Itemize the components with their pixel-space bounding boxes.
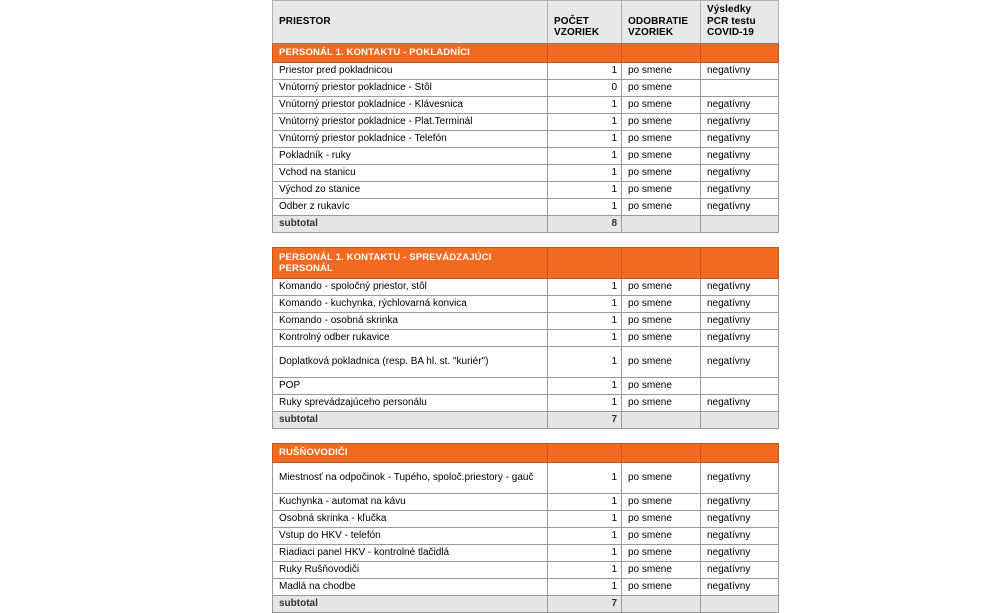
- cell-odobratie-vzoriek: po smene: [622, 544, 701, 561]
- cell-priestor: Doplatková pokladnica (resp. BA hl. st. "kuriér"): [273, 346, 548, 377]
- cell-odobratie-vzoriek: po smene: [622, 295, 701, 312]
- table-row[interactable]: [273, 329, 779, 346]
- table-header-row: [273, 1, 779, 44]
- cell-pocet-vzoriek: 1: [548, 394, 622, 411]
- cell-vysledky-pcr: [701, 377, 779, 394]
- subtotal-empty-odber: [622, 595, 701, 612]
- cell-odobratie-vzoriek: po smene: [622, 130, 701, 147]
- cell-pocet-vzoriek: 1: [548, 527, 622, 544]
- cell-vysledky-pcr: negatívny: [701, 198, 779, 215]
- sampling-results-table: [272, 0, 779, 613]
- table-row[interactable]: [273, 130, 779, 147]
- cell-priestor: Ruky Rušňovodiči: [273, 561, 548, 578]
- cell-vysledky-pcr: negatívny: [701, 130, 779, 147]
- section-band-filler: [548, 43, 622, 62]
- cell-odobratie-vzoriek: po smene: [622, 578, 701, 595]
- cell-pocet-vzoriek: 1: [548, 561, 622, 578]
- cell-priestor: POP: [273, 377, 548, 394]
- cell-pocet-vzoriek: 1: [548, 346, 622, 377]
- cell-pocet-vzoriek: 1: [548, 198, 622, 215]
- table-row[interactable]: [273, 527, 779, 544]
- subtotal-empty-vysledky: [701, 411, 779, 428]
- table-row[interactable]: [273, 96, 779, 113]
- spreadsheet-sheet: [272, 0, 778, 613]
- section-band-filler: [622, 247, 701, 278]
- cell-vysledky-pcr: negatívny: [701, 578, 779, 595]
- section-title: PERSONÁL 1. KONTAKTU - POKLADNÍCI: [273, 43, 548, 62]
- cell-pocet-vzoriek: 1: [548, 329, 622, 346]
- cell-priestor: Komando - spoločný priestor, stôl: [273, 278, 548, 295]
- section-title: PERSONÁL 1. KONTAKTU - SPREVÁDZAJÚCI PERSONÁL: [273, 247, 548, 278]
- table-row[interactable]: [273, 561, 779, 578]
- cell-pocet-vzoriek: 1: [548, 62, 622, 79]
- cell-vysledky-pcr: negatívny: [701, 544, 779, 561]
- cell-priestor: Ruky sprevádzajúceho personálu: [273, 394, 548, 411]
- table-row[interactable]: [273, 544, 779, 561]
- cell-vysledky-pcr: negatívny: [701, 462, 779, 493]
- cell-pocet-vzoriek: 1: [548, 312, 622, 329]
- section-spacer: [273, 232, 779, 247]
- cell-vysledky-pcr: negatívny: [701, 295, 779, 312]
- table-row[interactable]: [273, 295, 779, 312]
- cell-vysledky-pcr: negatívny: [701, 493, 779, 510]
- spacer-cell: [548, 428, 622, 443]
- cell-odobratie-vzoriek: po smene: [622, 377, 701, 394]
- cell-odobratie-vzoriek: po smene: [622, 278, 701, 295]
- cell-odobratie-vzoriek: po smene: [622, 462, 701, 493]
- subtotal-label: subtotal: [273, 411, 548, 428]
- subtotal-value: 7: [548, 595, 622, 612]
- section-band-filler: [701, 247, 779, 278]
- cell-vysledky-pcr: negatívny: [701, 527, 779, 544]
- section-band-filler: [622, 43, 701, 62]
- cell-pocet-vzoriek: 1: [548, 377, 622, 394]
- subtotal-value: 7: [548, 411, 622, 428]
- cell-vysledky-pcr: negatívny: [701, 346, 779, 377]
- table-row[interactable]: [273, 394, 779, 411]
- cell-priestor: Osobná skrinka - kľučka: [273, 510, 548, 527]
- table-row[interactable]: [273, 462, 779, 493]
- cell-odobratie-vzoriek: po smene: [622, 329, 701, 346]
- cell-vysledky-pcr: negatívny: [701, 394, 779, 411]
- spacer-cell: [701, 232, 779, 247]
- cell-priestor: Priestor pred pokladnicou: [273, 62, 548, 79]
- table-row[interactable]: [273, 62, 779, 79]
- cell-odobratie-vzoriek: po smene: [622, 561, 701, 578]
- spacer-cell: [701, 428, 779, 443]
- cell-vysledky-pcr: negatívny: [701, 147, 779, 164]
- cell-pocet-vzoriek: 1: [548, 510, 622, 527]
- cell-pocet-vzoriek: 1: [548, 295, 622, 312]
- cell-odobratie-vzoriek: po smene: [622, 346, 701, 377]
- cell-odobratie-vzoriek: po smene: [622, 527, 701, 544]
- column-header-pocet: POČET VZORIEK: [548, 1, 622, 44]
- subtotal-label: subtotal: [273, 215, 548, 232]
- cell-priestor: Vnútorný priestor pokladnice - Klávesnica: [273, 96, 548, 113]
- cell-vysledky-pcr: negatívny: [701, 181, 779, 198]
- cell-pocet-vzoriek: 1: [548, 181, 622, 198]
- cell-pocet-vzoriek: 1: [548, 147, 622, 164]
- table-row[interactable]: [273, 79, 779, 96]
- subtotal-empty-vysledky: [701, 595, 779, 612]
- table-row[interactable]: [273, 164, 779, 181]
- section-title: RUŠŇOVODIČI: [273, 443, 548, 462]
- cell-pocet-vzoriek: 1: [548, 578, 622, 595]
- subtotal-label: subtotal: [273, 595, 548, 612]
- section-band-filler: [622, 443, 701, 462]
- cell-vysledky-pcr: [701, 79, 779, 96]
- cell-odobratie-vzoriek: po smene: [622, 96, 701, 113]
- table-row[interactable]: [273, 377, 779, 394]
- subtotal-empty-odber: [622, 215, 701, 232]
- spacer-cell: [273, 232, 548, 247]
- section-band-filler: [701, 43, 779, 62]
- subtotal-row: [273, 411, 779, 428]
- table-row[interactable]: [273, 312, 779, 329]
- table-row[interactable]: [273, 147, 779, 164]
- table-row[interactable]: [273, 278, 779, 295]
- column-header-priestor: PRIESTOR: [273, 1, 548, 44]
- cell-vysledky-pcr: negatívny: [701, 164, 779, 181]
- section-header-row: [273, 43, 779, 62]
- cell-priestor: Odber z rukavíc: [273, 198, 548, 215]
- cell-priestor: Východ zo stanice: [273, 181, 548, 198]
- cell-priestor: Miestnosť na odpočinok - Tupého, spoloč.priestory - gauč: [273, 462, 548, 493]
- subtotal-value: 8: [548, 215, 622, 232]
- cell-priestor: Riadiaci panel HKV - kontrolné tlačidlá: [273, 544, 548, 561]
- table-row[interactable]: [273, 578, 779, 595]
- cell-odobratie-vzoriek: po smene: [622, 394, 701, 411]
- cell-vysledky-pcr: negatívny: [701, 510, 779, 527]
- cell-vysledky-pcr: negatívny: [701, 278, 779, 295]
- cell-pocet-vzoriek: 1: [548, 96, 622, 113]
- subtotal-empty-vysledky: [701, 215, 779, 232]
- cell-vysledky-pcr: negatívny: [701, 329, 779, 346]
- cell-pocet-vzoriek: 1: [548, 493, 622, 510]
- cell-pocet-vzoriek: 0: [548, 79, 622, 96]
- cell-priestor: Vnútorný priestor pokladnice - Plat.Terminál: [273, 113, 548, 130]
- subtotal-empty-odber: [622, 411, 701, 428]
- cell-vysledky-pcr: negatívny: [701, 561, 779, 578]
- cell-vysledky-pcr: negatívny: [701, 62, 779, 79]
- cell-odobratie-vzoriek: po smene: [622, 164, 701, 181]
- cell-odobratie-vzoriek: po smene: [622, 312, 701, 329]
- cell-priestor: Pokladník - ruky: [273, 147, 548, 164]
- cell-pocet-vzoriek: 1: [548, 278, 622, 295]
- section-header-row: [273, 443, 779, 462]
- cell-pocet-vzoriek: 1: [548, 164, 622, 181]
- cell-priestor: Vchod na stanicu: [273, 164, 548, 181]
- cell-odobratie-vzoriek: po smene: [622, 113, 701, 130]
- table-row[interactable]: [273, 181, 779, 198]
- cell-priestor: Komando - osobná skrinka: [273, 312, 548, 329]
- section-spacer: [273, 428, 779, 443]
- spacer-cell: [548, 232, 622, 247]
- subtotal-row: [273, 595, 779, 612]
- cell-priestor: Vnútorný priestor pokladnice - Stôl: [273, 79, 548, 96]
- table-row[interactable]: [273, 346, 779, 377]
- section-header-row: [273, 247, 779, 278]
- cell-odobratie-vzoriek: po smene: [622, 62, 701, 79]
- cell-odobratie-vzoriek: po smene: [622, 181, 701, 198]
- table-row[interactable]: [273, 113, 779, 130]
- section-band-filler: [701, 443, 779, 462]
- cell-pocet-vzoriek: 1: [548, 544, 622, 561]
- cell-vysledky-pcr: negatívny: [701, 96, 779, 113]
- cell-odobratie-vzoriek: po smene: [622, 510, 701, 527]
- table-row[interactable]: [273, 510, 779, 527]
- cell-pocet-vzoriek: 1: [548, 113, 622, 130]
- table-row[interactable]: [273, 493, 779, 510]
- cell-priestor: Madlá na chodbe: [273, 578, 548, 595]
- table-body: [273, 1, 779, 613]
- cell-priestor: Kuchynka - automat na kávu: [273, 493, 548, 510]
- section-band-filler: [548, 247, 622, 278]
- column-header-vysledky: Výsledky PCR testu COVID-19: [701, 1, 779, 44]
- table-row[interactable]: [273, 198, 779, 215]
- cell-odobratie-vzoriek: po smene: [622, 79, 701, 96]
- cell-pocet-vzoriek: 1: [548, 130, 622, 147]
- cell-priestor: Kontrolný odber rukavice: [273, 329, 548, 346]
- cell-priestor: Vstup do HKV - telefón: [273, 527, 548, 544]
- cell-priestor: Komando - kuchynka, rýchlovarná konvica: [273, 295, 548, 312]
- cell-vysledky-pcr: negatívny: [701, 113, 779, 130]
- section-band-filler: [548, 443, 622, 462]
- cell-odobratie-vzoriek: po smene: [622, 493, 701, 510]
- cell-priestor: Vnútorný priestor pokladnice - Telefón: [273, 130, 548, 147]
- cell-pocet-vzoriek: 1: [548, 462, 622, 493]
- spacer-cell: [622, 232, 701, 247]
- cell-vysledky-pcr: negatívny: [701, 312, 779, 329]
- spacer-cell: [622, 428, 701, 443]
- cell-odobratie-vzoriek: po smene: [622, 198, 701, 215]
- subtotal-row: [273, 215, 779, 232]
- spacer-cell: [273, 428, 548, 443]
- cell-odobratie-vzoriek: po smene: [622, 147, 701, 164]
- column-header-odber: ODOBRATIE VZORIEK: [622, 1, 701, 44]
